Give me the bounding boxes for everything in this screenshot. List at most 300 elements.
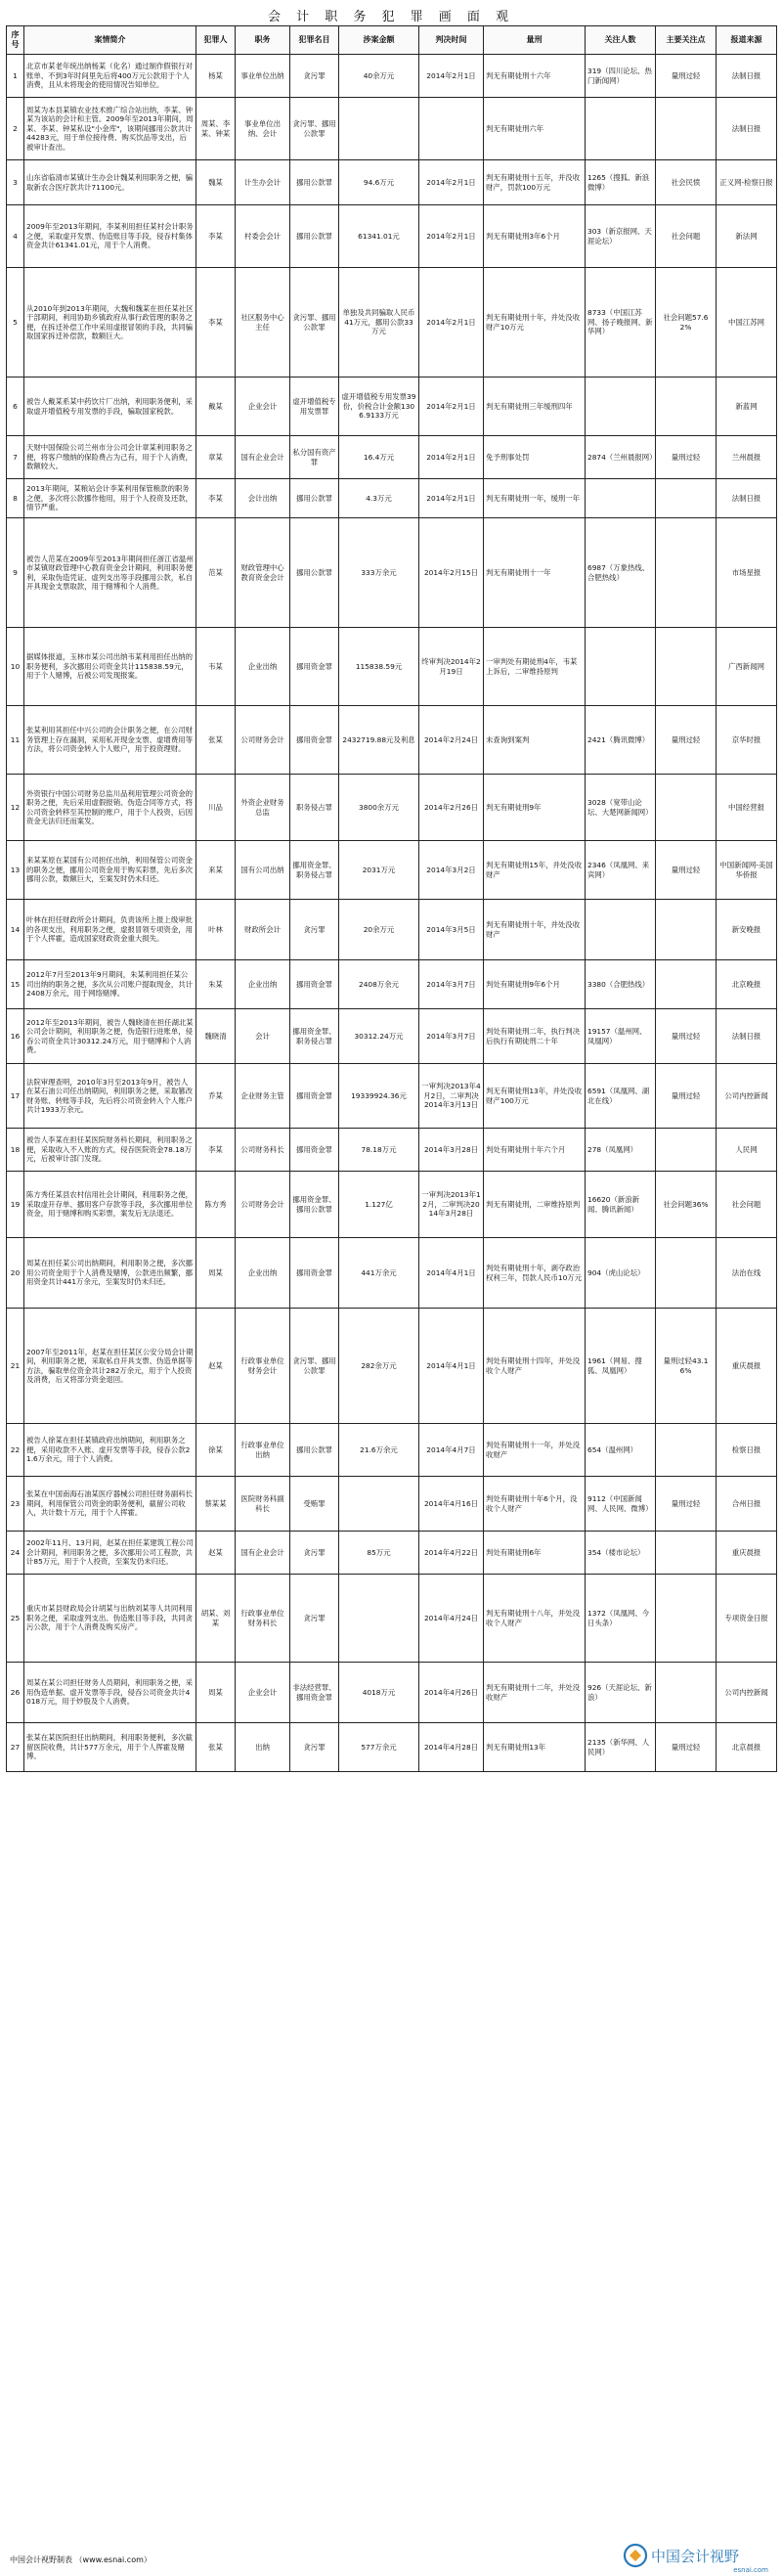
table-body <box>7 55 777 1772</box>
cell-crime: 贪污罪、挪用公款罪 <box>290 98 339 160</box>
cell-amount: 16.4万元 <box>339 436 419 479</box>
cell-date: 2014年2月1日 <box>419 378 484 436</box>
cell-summary: 外资银行中国公司财务总监川品利用管理公司资金的职务之便，先后采用虚假报销、伪造合同等方式，将公司资金转移至其控制的账户，用于个人投资，后因资金无法归还而案发。 <box>24 775 196 841</box>
header-amount: 涉案金额 <box>339 26 419 55</box>
cell-no: 12 <box>7 775 24 841</box>
cell-attention: 1961（网易、搜狐、凤凰网） <box>586 1309 656 1424</box>
header-sentence: 量刑 <box>484 26 586 55</box>
cell-summary: 张某在中国南海石油某医疗器械公司担任财务副科长期间，利用保管公司资金的职务便利，截留公司收入，共计数十万元，用于个人挥霍。 <box>24 1477 196 1532</box>
cell-focus <box>656 1424 717 1477</box>
cell-role: 企业出纳 <box>236 628 290 706</box>
cell-sentence: 判处有期徒刑6年 <box>484 1532 586 1575</box>
cell-attention: 1265（搜狐、新浪微博） <box>586 160 656 205</box>
cell-focus: 量刑过轻 <box>656 55 717 98</box>
cell-attention: 6987（万象热线、合肥热线） <box>586 518 656 628</box>
cell-date: 终审判决2014年2月19日 <box>419 628 484 706</box>
cell-sentence: 判无有期徒刑9年 <box>484 775 586 841</box>
cell-sentence: 判无有期徒刑13年 <box>484 1723 586 1772</box>
cell-crime: 挪用资金罪、挪用公款罪 <box>290 1172 339 1238</box>
cell-crime: 挪用资金罪 <box>290 960 339 1009</box>
cell-crime: 贪污罪 <box>290 1532 339 1575</box>
cell-focus <box>656 1575 717 1663</box>
table-row <box>7 378 777 436</box>
cell-date: 2014年4月26日 <box>419 1663 484 1723</box>
cell-focus: 量刑过轻 <box>656 706 717 775</box>
cell-amount: 333万余元 <box>339 518 419 628</box>
cell-summary: 2012年至2013年期间，被告人魏晓清在担任湖北某公司会计期间，利用职务之便，伪造银行进账单，侵吞公司资金共计30312.24万元，用于赌博和个人消费。 <box>24 1009 196 1064</box>
cell-sentence: 判无有期徒刑十六年 <box>484 55 586 98</box>
cell-attention: 16620（新浪新闻、腾讯新闻） <box>586 1172 656 1238</box>
cell-amount: 441万余元 <box>339 1238 419 1309</box>
cell-no: 22 <box>7 1424 24 1477</box>
cell-focus: 量刑过轻 <box>656 1723 717 1772</box>
cell-person: 杨某 <box>196 55 236 98</box>
cell-focus <box>656 1663 717 1723</box>
cell-crime: 挪用资金罪 <box>290 1064 339 1129</box>
table-row <box>7 98 777 160</box>
cell-no: 1 <box>7 55 24 98</box>
cell-date: 2014年2月26日 <box>419 775 484 841</box>
cell-role: 事业单位出纳、会计 <box>236 98 290 160</box>
cell-summary: 被告人范某在2009年至2013年期间担任浙江省温州市某镇财政管理中心教育资金会计期间，利用职务便利，采取伪造凭证、虚列支出等手段挪用公款，私自开具现金支票取款，用于赌博和个人消费。 <box>24 518 196 628</box>
cell-person: 周某 <box>196 1238 236 1309</box>
cell-attention: 278（凤凰网） <box>586 1129 656 1172</box>
cell-sentence: 判处有期徒刑十年，剥夺政治权利三年，罚款人民币10万元 <box>484 1238 586 1309</box>
cell-amount: 19339924.36元 <box>339 1064 419 1129</box>
cell-no: 24 <box>7 1532 24 1575</box>
header-crime: 犯罪名目 <box>290 26 339 55</box>
table-row <box>7 628 777 706</box>
cell-person: 朱某 <box>196 960 236 1009</box>
cell-summary: 2013年期间，某粮站会计李某利用保管粮款的职务之便，多次将公款挪作他用，用于个人投资及还款，情节严重。 <box>24 479 196 518</box>
cell-amount: 21.6万余元 <box>339 1424 419 1477</box>
cell-crime: 挪用公款罪 <box>290 479 339 518</box>
cell-sentence: 判无有期徒刑，二审维持原判 <box>484 1172 586 1238</box>
table-row <box>7 436 777 479</box>
cell-sentence: 判无有期徒刑十年，并处没收财产 <box>484 900 586 960</box>
table-row <box>7 1238 777 1309</box>
cell-no: 9 <box>7 518 24 628</box>
cell-crime: 贪污罪 <box>290 1723 339 1772</box>
cell-attention <box>586 98 656 160</box>
table-row <box>7 479 777 518</box>
cell-role: 行政事业单位财务会计 <box>236 1309 290 1424</box>
cell-summary: 从2010年到2013年期间，大魏和魏某在担任某社区干部期间，利用协助乡镇政府从事行政管理的职务之便，在拆迁补偿工作中采用虚报冒领的手段，共同骗取国家拆迁补偿款，数额巨大。 <box>24 268 196 378</box>
cell-focus: 量刑过轻 <box>656 1009 717 1064</box>
cell-attention: 6591（凤凰网、湖北在线） <box>586 1064 656 1129</box>
cell-role: 企业出纳 <box>236 1238 290 1309</box>
cell-person: 周某、李某、钟某 <box>196 98 236 160</box>
table-row <box>7 1064 777 1129</box>
cell-sentence: 判处有期徒刑二年，执行判决后执行有期徒刑二十年 <box>484 1009 586 1064</box>
cell-focus: 量刑过轻 <box>656 841 717 900</box>
cell-crime: 职务侵占罪 <box>290 775 339 841</box>
cell-crime: 挪用资金罪 <box>290 628 339 706</box>
logo-brand: 中国会计视野 <box>651 2548 740 2565</box>
cell-source: 社会问题 <box>717 1172 777 1238</box>
header-role: 职务 <box>236 26 290 55</box>
cell-date: 2014年2月1日 <box>419 268 484 378</box>
cell-person: 魏晓清 <box>196 1009 236 1064</box>
cell-crime: 私分国有资产罪 <box>290 436 339 479</box>
cell-attention: 926（天涯论坛、新浪） <box>586 1663 656 1723</box>
table-row <box>7 900 777 960</box>
cell-source: 新安晚报 <box>717 900 777 960</box>
cell-role: 国有企业会计 <box>236 436 290 479</box>
cell-no: 17 <box>7 1064 24 1129</box>
cell-attention: 319（四川论坛、热门新闻网） <box>586 55 656 98</box>
table-row <box>7 205 777 268</box>
cell-no: 11 <box>7 706 24 775</box>
cell-source: 中国江苏网 <box>717 268 777 378</box>
cell-date: 2014年4月24日 <box>419 1575 484 1663</box>
cell-person: 赵某 <box>196 1309 236 1424</box>
cell-attention: 1372（凤凰网、今日头条） <box>586 1575 656 1663</box>
cell-date: 2014年4月22日 <box>419 1532 484 1575</box>
cell-crime: 挪用公款罪 <box>290 1424 339 1477</box>
cell-focus <box>656 628 717 706</box>
cell-summary: 周某为本县某镇农业技术推广综合站出纳，李某、钟某为该站的会计和主管。2009年至2013年期间，周某、李某、钟某私设"小金库"，该期间挪用公款共计44283元，用于单位接待费、购买饮品等支出，后被审计查出。 <box>24 98 196 160</box>
cell-no: 23 <box>7 1477 24 1532</box>
cell-focus <box>656 900 717 960</box>
cell-no: 5 <box>7 268 24 378</box>
cell-no: 7 <box>7 436 24 479</box>
cell-sentence: 判处有期徒刑十一年，并处没收财产 <box>484 1424 586 1477</box>
cell-attention: 2421（腾讯微博） <box>586 706 656 775</box>
cell-crime: 贪污罪 <box>290 55 339 98</box>
cell-amount: 2432719.88元及利息 <box>339 706 419 775</box>
cell-person: 李某 <box>196 205 236 268</box>
cell-summary: 2012年7月至2013年9月期间，朱某利用担任某公司出纳的职务之便，多次从公司账户提取现金，共计2408万余元，用于网络赌博。 <box>24 960 196 1009</box>
cell-source: 新蓝网 <box>717 378 777 436</box>
cell-role: 村委会会计 <box>236 205 290 268</box>
cell-source: 市场星报 <box>717 518 777 628</box>
cell-person: 蔡某某 <box>196 1477 236 1532</box>
cell-attention: 3028（宽带山论坛、大楚网新闻网） <box>586 775 656 841</box>
cell-amount: 4018万元 <box>339 1663 419 1723</box>
cell-crime: 挪用资金罪、职务侵占罪 <box>290 841 339 900</box>
table-row <box>7 1129 777 1172</box>
cell-sentence: 判处有期徒刑9年6个月 <box>484 960 586 1009</box>
cell-summary: 天财中国保险公司兰州市分公司会计章某利用职务之便，将客户缴纳的保险费占为己有，用于个人消费，数额较大。 <box>24 436 196 479</box>
cell-role: 公司财务会计 <box>236 706 290 775</box>
cell-role: 会计 <box>236 1009 290 1064</box>
cell-person: 来某 <box>196 841 236 900</box>
cell-focus <box>656 479 717 518</box>
cell-person: 章某 <box>196 436 236 479</box>
cell-focus <box>656 1532 717 1575</box>
cell-crime: 挪用公款罪 <box>290 205 339 268</box>
cell-attention: 2346（凤凰网、来宾网） <box>586 841 656 900</box>
cell-summary: 张某利用其担任中兴公司的会计职务之便，在公司财务管理上存在漏洞，采用私开现金支票、虚增费用等方法，将公司资金转入个人账户，用于投资理财。 <box>24 706 196 775</box>
cell-crime: 挪用资金罪 <box>290 706 339 775</box>
cell-sentence: 判无有期徒刑13年，并处没收财产100万元 <box>484 1064 586 1129</box>
table-row <box>7 1309 777 1424</box>
cell-focus: 社会问题 <box>656 205 717 268</box>
cell-crime: 挪用资金罪 <box>290 1129 339 1172</box>
cell-summary: 北京市某老年统出纳杨某（化名）通过制作假银行对账单、不到3年时间里先后将400万元公款用于个人消费，且从未将现金的使用情况告知单位。 <box>24 55 196 98</box>
cell-source: 法制日报 <box>717 55 777 98</box>
cell-amount: 2408万余元 <box>339 960 419 1009</box>
cell-no: 13 <box>7 841 24 900</box>
cell-amount <box>339 1477 419 1532</box>
cell-summary: 重庆市某县财政局会计胡某与出纳刘某等人共同利用职务之便，采取虚列支出、伪造账目等手段，共同贪污公款，用于个人消费及购买房产。 <box>24 1575 196 1663</box>
cell-role: 外资企业财务总监 <box>236 775 290 841</box>
cell-source: 法治在线 <box>717 1238 777 1309</box>
cell-person: 韦某 <box>196 628 236 706</box>
cell-person: 周某 <box>196 1663 236 1723</box>
cell-source: 专项资金日报 <box>717 1575 777 1663</box>
cell-date: 2014年3月7日 <box>419 1009 484 1064</box>
cell-date: 2014年4月1日 <box>419 1238 484 1309</box>
table-row <box>7 518 777 628</box>
cell-date: 2014年2月15日 <box>419 518 484 628</box>
cell-focus: 量刑过轻 <box>656 1064 717 1129</box>
cell-amount: 4.3万元 <box>339 479 419 518</box>
cell-summary: 来某某原在某国有公司担任出纳，利用保管公司资金的职务之便，挪用公司资金用于购买彩票，先后多次挪用公款，数额巨大，至案发时仍未归还。 <box>24 841 196 900</box>
cell-role: 事业单位出纳 <box>236 55 290 98</box>
cell-source: 公司内控新闻 <box>717 1064 777 1129</box>
cell-attention: 654（温州网） <box>586 1424 656 1477</box>
cell-no: 26 <box>7 1663 24 1723</box>
cell-date: 2014年2月24日 <box>419 706 484 775</box>
cell-date: 2014年4月28日 <box>419 1723 484 1772</box>
header-attention: 关注人数 <box>586 26 656 55</box>
cell-source: 新法网 <box>717 205 777 268</box>
cell-no: 25 <box>7 1575 24 1663</box>
cell-attention <box>586 628 656 706</box>
cell-person: 赵某 <box>196 1532 236 1575</box>
cell-attention: 354（楼市论坛） <box>586 1532 656 1575</box>
cell-sentence: 判无有期徒刑十五年，并没收财产，罚款100万元 <box>484 160 586 205</box>
cell-person: 陈方秀 <box>196 1172 236 1238</box>
cell-source: 正义网-检察日报 <box>717 160 777 205</box>
cell-amount <box>339 1575 419 1663</box>
cell-focus: 社会问题36% <box>656 1172 717 1238</box>
cell-focus <box>656 1238 717 1309</box>
cell-no: 27 <box>7 1723 24 1772</box>
cell-focus <box>656 98 717 160</box>
cell-amount: 577万余元 <box>339 1723 419 1772</box>
cell-sentence: 判无有期徒刑十一年 <box>484 518 586 628</box>
cell-role: 计生办会计 <box>236 160 290 205</box>
cell-role: 会计出纳 <box>236 479 290 518</box>
cell-role: 国有公司出纳 <box>236 841 290 900</box>
cell-date: 一审判决2013年12月，二审判决2014年3月28日 <box>419 1172 484 1238</box>
cell-attention: 3380（合肥热线） <box>586 960 656 1009</box>
header-no: 序号 <box>7 26 24 55</box>
cell-person: 范某 <box>196 518 236 628</box>
cell-sentence: 判无有期徒刑十二年，并处没收财产 <box>484 1663 586 1723</box>
table-row <box>7 1723 777 1772</box>
table-row <box>7 706 777 775</box>
cell-attention: 303（新京报网、天涯论坛） <box>586 205 656 268</box>
cases-table <box>6 25 777 1772</box>
cell-focus: 量刑过轻 <box>656 436 717 479</box>
cell-date <box>419 98 484 160</box>
header-summary: 案情简介 <box>24 26 196 55</box>
cell-attention: 2135（新华网、人民网） <box>586 1723 656 1772</box>
cell-no: 3 <box>7 160 24 205</box>
cell-focus <box>656 378 717 436</box>
cell-sentence: 判无有期徒刑六年 <box>484 98 586 160</box>
cell-date: 2014年2月1日 <box>419 436 484 479</box>
cell-person: 叶林 <box>196 900 236 960</box>
cell-amount: 2031万元 <box>339 841 419 900</box>
cell-summary: 山东省临清市某镇计生办会计魏某利用职务之便，骗取新农合医疗款共计71100元。 <box>24 160 196 205</box>
cell-summary: 2007年至2011年，赵某在担任某区公安分局会计期间，利用职务之便，采取私自开具支票、伪造单据等方法，骗取单位资金共计282万余元，用于个人投资及消费，后又将部分资金退回。 <box>24 1309 196 1424</box>
cell-amount: 78.18万元 <box>339 1129 419 1172</box>
table-row <box>7 841 777 900</box>
logo-url: esnai.com <box>733 2566 768 2574</box>
cell-role: 行政事业单位出纳 <box>236 1424 290 1477</box>
cell-amount: 282余万元 <box>339 1309 419 1424</box>
cell-focus: 量刑过轻43.16% <box>656 1309 717 1424</box>
cell-amount: 20余万元 <box>339 900 419 960</box>
cell-amount: 虚开增值税专用发票39份，价税合计金额1306.9133万元 <box>339 378 419 436</box>
cell-focus <box>656 1129 717 1172</box>
table-row <box>7 55 777 98</box>
cell-amount: 61341.01元 <box>339 205 419 268</box>
table-row <box>7 1477 777 1532</box>
cell-no: 14 <box>7 900 24 960</box>
cell-crime: 贪污罪、挪用公款罪 <box>290 268 339 378</box>
table-row <box>7 1172 777 1238</box>
cell-source: 北京晨报 <box>717 1723 777 1772</box>
table-row <box>7 160 777 205</box>
cell-source: 法制日报 <box>717 1009 777 1064</box>
cell-crime: 挪用资金罪、职务侵占罪 <box>290 1009 339 1064</box>
cell-no: 15 <box>7 960 24 1009</box>
cell-crime: 贪污罪 <box>290 900 339 960</box>
cell-person: 张某 <box>196 706 236 775</box>
cell-date: 2014年2月1日 <box>419 160 484 205</box>
table-row <box>7 1663 777 1723</box>
cell-date: 2014年2月1日 <box>419 205 484 268</box>
cell-no: 16 <box>7 1009 24 1064</box>
cell-no: 8 <box>7 479 24 518</box>
cell-attention: 9112（中国新闻网、人民网、微博） <box>586 1477 656 1532</box>
cell-source: 广西新闻网 <box>717 628 777 706</box>
cell-sentence: 免予刑事处罚 <box>484 436 586 479</box>
cell-person: 李某 <box>196 268 236 378</box>
cell-role: 公司财务会计 <box>236 1172 290 1238</box>
cell-date: 2014年3月5日 <box>419 900 484 960</box>
cell-attention <box>586 900 656 960</box>
cell-amount <box>339 98 419 160</box>
cell-date: 2014年3月2日 <box>419 841 484 900</box>
cell-summary: 据媒体报道，玉林市某公司出纳韦某利用担任出纳的职务便利，多次挪用公司资金共计115838.59元，用于个人赌博，后被公司发现报案。 <box>24 628 196 706</box>
cell-role: 财政管理中心教育资金会计 <box>236 518 290 628</box>
cell-no: 20 <box>7 1238 24 1309</box>
page-title: 会 计 职 务 犯 罪 画 面 观 <box>267 10 515 24</box>
header-source: 报道来源 <box>717 26 777 55</box>
cell-source: 公司内控新闻 <box>717 1663 777 1723</box>
cell-amount: 单独及共同骗取人民币41万元，挪用公款33万元 <box>339 268 419 378</box>
cell-source: 中国新闻网-美国华侨报 <box>717 841 777 900</box>
cell-source: 检察日报 <box>717 1424 777 1477</box>
cell-person: 魏某 <box>196 160 236 205</box>
cell-amount: 1.127亿 <box>339 1172 419 1238</box>
cell-summary: 被告人徐某在担任某镇政府出纳期间，利用职务之便，采用收款不入账、虚开发票等手段，侵吞公款21.6万余元，用于个人消费。 <box>24 1424 196 1477</box>
cell-date: 2014年4月16日 <box>419 1477 484 1532</box>
cell-focus <box>656 518 717 628</box>
cell-attention <box>586 378 656 436</box>
cell-source: 京华时报 <box>717 706 777 775</box>
header-focus: 主要关注点 <box>656 26 717 55</box>
table-row <box>7 960 777 1009</box>
cell-crime: 贪污罪、挪用公款罪 <box>290 1309 339 1424</box>
cell-amount: 115838.59元 <box>339 628 419 706</box>
cell-role: 企业会计 <box>236 1663 290 1723</box>
table-header-row <box>7 26 777 55</box>
cell-source: 法制日报 <box>717 479 777 518</box>
cell-crime: 挪用公款罪 <box>290 518 339 628</box>
cell-crime: 虚开增值税专用发票罪 <box>290 378 339 436</box>
cell-attention: 19157（温州网、凤凰网） <box>586 1009 656 1064</box>
cell-crime: 贪污罪 <box>290 1575 339 1663</box>
cell-person: 乔某 <box>196 1064 236 1129</box>
table-row <box>7 1424 777 1477</box>
cell-role: 企业会计 <box>236 378 290 436</box>
cell-attention <box>586 479 656 518</box>
cell-no: 21 <box>7 1309 24 1424</box>
cell-person: 张某 <box>196 1723 236 1772</box>
cell-person: 川品 <box>196 775 236 841</box>
cell-date: 2014年2月1日 <box>419 55 484 98</box>
cell-source: 合州日报 <box>717 1477 777 1532</box>
cell-no: 18 <box>7 1129 24 1172</box>
footer-credit: 中国会计视野制表 （www.esnai.com） <box>10 2555 152 2564</box>
cell-sentence: 判处有期徒刑十年六个月 <box>484 1129 586 1172</box>
cell-sentence: 判处有期徒刑十四年，并处没收个人财产 <box>484 1309 586 1424</box>
cell-date: 2014年4月1日 <box>419 1309 484 1424</box>
cell-sentence: 判处有期徒刑十年6个月，没收个人财产 <box>484 1477 586 1532</box>
cell-summary: 陈方秀任某县农村信用社会计期间，利用职务之便，采取虚开存单、挪用客户存款等手段，多次挪用单位资金，用于赌博和购买彩票，案发后无法退还。 <box>24 1172 196 1238</box>
cell-summary: 2002年11月、13月间，赵某在担任某建筑工程公司会计期间，利用职务之便，多次挪用公司工程款，共计85万元，用于个人投资，至案发仍未归还。 <box>24 1532 196 1575</box>
table-row <box>7 775 777 841</box>
cell-no: 19 <box>7 1172 24 1238</box>
cell-no: 4 <box>7 205 24 268</box>
cell-role: 财政所会计 <box>236 900 290 960</box>
cell-summary: 叶林在担任财政所会计期间，负责该所上报上级审批的各项支出，利用职务之便，虚报冒领专项资金，用于个人挥霍，造成国家财政资金重大损失。 <box>24 900 196 960</box>
cell-no: 6 <box>7 378 24 436</box>
cell-no: 10 <box>7 628 24 706</box>
cell-summary: 法院审理查明，2010年3月至2013年9月，被告人在某石油公司任出纳期间，利用职务之便，采取篡改财务账、转账等手段，先后将公司资金转入个人账户共计1933万余元。 <box>24 1064 196 1129</box>
cell-date: 一审判决2013年4月2日，二审判决2014年3月13日 <box>419 1064 484 1129</box>
cell-date: 2014年4月7日 <box>419 1424 484 1477</box>
cell-person: 戴某 <box>196 378 236 436</box>
cell-crime: 非法经营罪、挪用资金罪 <box>290 1663 339 1723</box>
cell-attention: 904（虎山论坛） <box>586 1238 656 1309</box>
cell-attention: 8733（中国江苏网、扬子晚报网、新华网） <box>586 268 656 378</box>
header-date: 判决时间 <box>419 26 484 55</box>
cell-crime: 受贿罪 <box>290 1477 339 1532</box>
cell-sentence: 判无有期徒刑十年，并处没收财产10万元 <box>484 268 586 378</box>
cell-sentence: 判无有期徒刑15年，并处没收财产 <box>484 841 586 900</box>
table-row <box>7 1532 777 1575</box>
cell-sentence: 判无有期徒刑十八年，并处没收个人财产 <box>484 1575 586 1663</box>
table-row <box>7 1009 777 1064</box>
cell-amount: 94.6万元 <box>339 160 419 205</box>
cell-sentence: 判无有期徒刑一年，缓刑一年 <box>484 479 586 518</box>
cell-person: 李某 <box>196 1129 236 1172</box>
cell-source: 人民网 <box>717 1129 777 1172</box>
cell-focus: 社会问题57.62% <box>656 268 717 378</box>
cell-role: 行政事业单位财务科长 <box>236 1575 290 1663</box>
cell-role: 公司财务科长 <box>236 1129 290 1172</box>
cell-summary: 2009年至2013年期间，李某利用担任某村会计职务之便，采取虚开发票、伪造账目等手段，侵吞村集体资金共计61341.01元，用于个人消费。 <box>24 205 196 268</box>
